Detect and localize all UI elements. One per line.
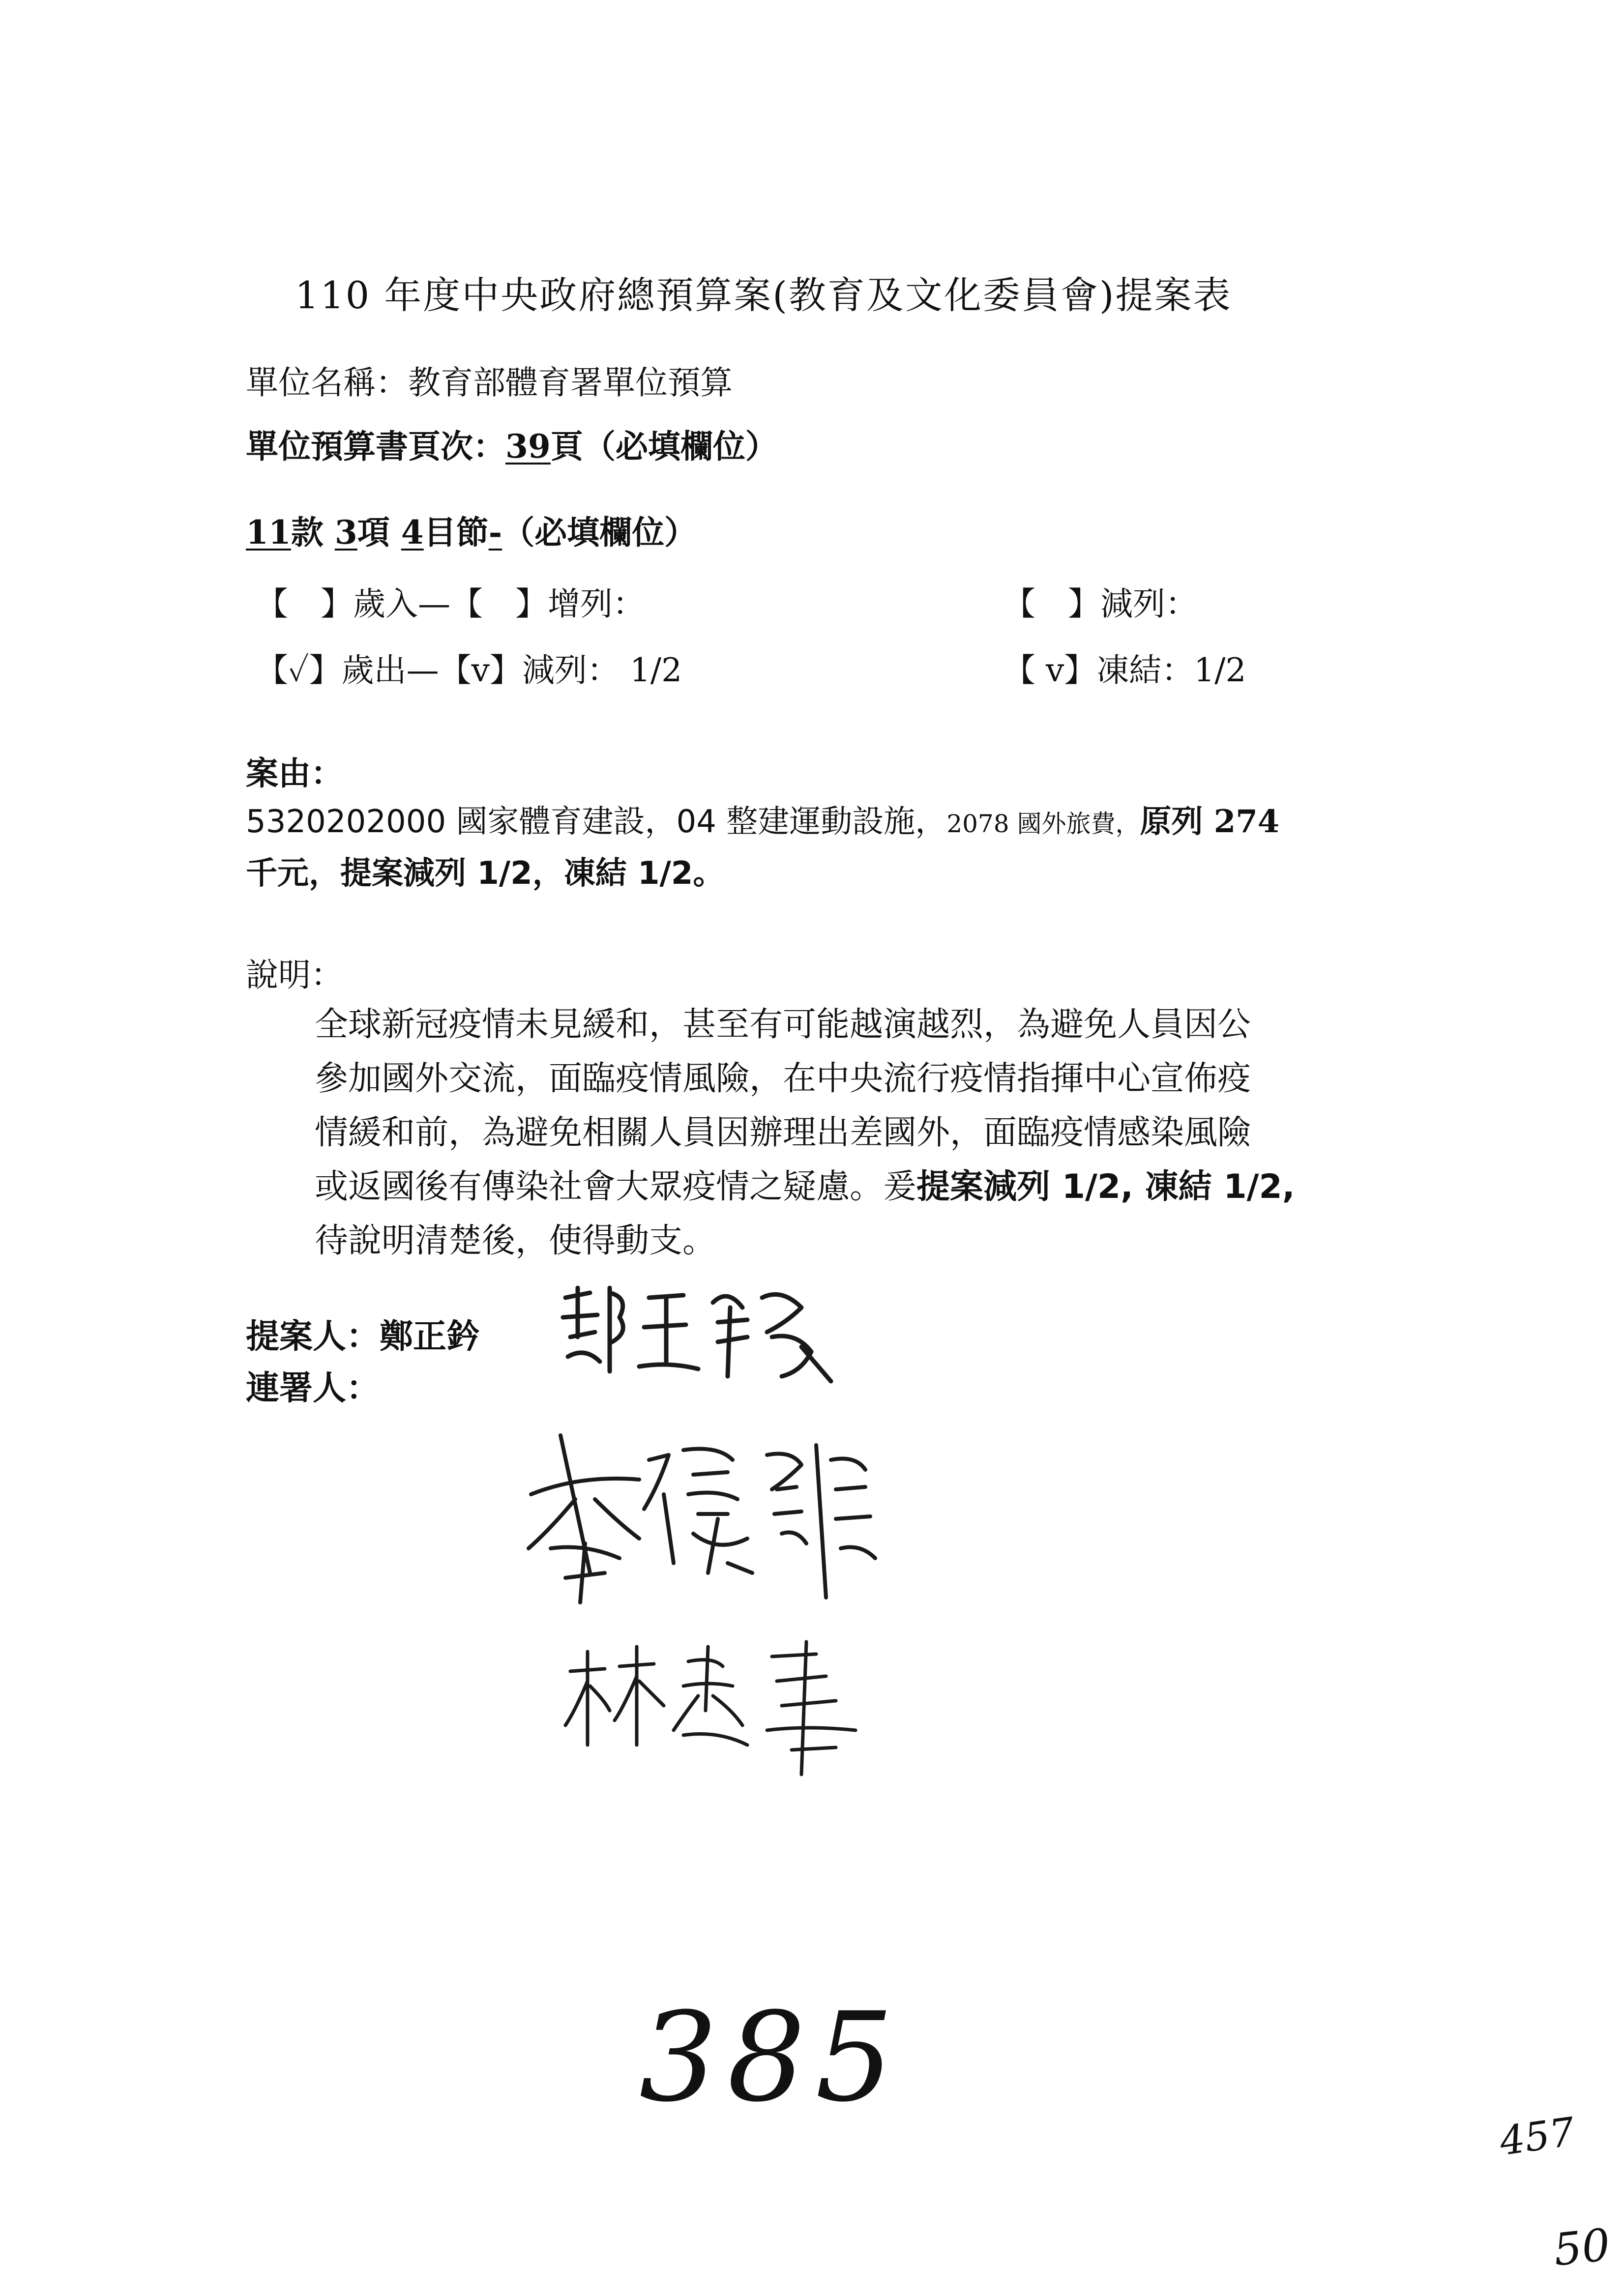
proposer-label: 提案人： [246,1317,380,1356]
budget-page-label: 單位預算書頁次： [246,427,505,465]
explanation-line-2: 參加國外交流，面臨疫情風險，在中央流行疫情指揮中心宣佈疫 [315,1059,1251,1098]
budget-page-suffix: 頁（必填欄位） [550,427,778,465]
unit-name-label: 單位名稱： [246,364,408,402]
explanation-label: 說明： [246,956,343,994]
signature-cosigner-1 [521,1416,895,1622]
section-required: （必填欄位） [502,513,697,552]
budget-page-row [246,420,778,467]
section-xiang-label: 項 [357,513,390,552]
expenditure-row-left: 【✓】歲出—【v】減列： 1/2 [256,651,682,689]
revenue-row-left: 【 】歲入—【 】增列： [256,585,645,623]
reason-line-1-c: 原列 274 [1140,803,1280,840]
unit-name-value: 教育部體育署單位預算 [408,364,733,402]
unit-name-row [246,356,733,403]
explanation-line-1: 全球新冠疫情未見緩和，甚至有可能越演越烈，為避免人員因公 [315,1005,1251,1044]
section-xiang: 3 [334,513,357,552]
corner-mark-bottom: 50 [1551,2219,1613,2276]
explanation-line-4-bold: 提案減列 1/2, 凍結 1/2, [916,1167,1295,1206]
reason-label: 案由： [246,754,343,792]
section-kuan: 11 [246,513,291,552]
reason-line-1-b: 2078 國外旅費， [946,810,1140,838]
section-jie: - [488,513,502,552]
proposer-row [246,1310,480,1358]
explanation-line-4 [315,1160,1295,1208]
explanation-line-3: 情緩和前，為避免相關人員因辦理出差國外，面臨疫情感染風險 [315,1113,1251,1152]
revenue-row-right: 【 】減列： [1003,585,1198,623]
page-title: 110 年度中央政府總預算案(教育及文化委員會)提案表 [295,273,1232,317]
signature-cosigner-2 [561,1632,885,1779]
explanation-line-5: 待說明清楚後，使得動支。 [315,1221,716,1260]
section-row [246,506,697,553]
reason-line-2: 千元，提案減列 1/2，凍結 1/2。 [246,855,725,892]
proposer-name: 鄭正鈐 [380,1317,480,1356]
reason-line-1-a: 5320202000 國家體育建設，04 整建運動設施， [246,804,947,840]
explanation-line-4-text: 或返國後有傳染社會大眾疫情之疑慮。爰 [315,1167,917,1206]
budget-page-number: 39 [505,427,551,465]
signature-proposer [556,1278,841,1391]
reason-line-1 [246,796,1279,842]
corner-mark-top: 457 [1497,2108,1578,2165]
cosigner-label: 連署人： [246,1369,380,1408]
section-kuan-label: 款 [291,513,324,552]
expenditure-row-right: 【 v】凍結：1/2 [1003,651,1246,689]
handwritten-page-number: 385 [639,1986,904,2129]
section-mu: 4 [401,513,424,552]
section-mu-label: 目節 [423,513,489,552]
